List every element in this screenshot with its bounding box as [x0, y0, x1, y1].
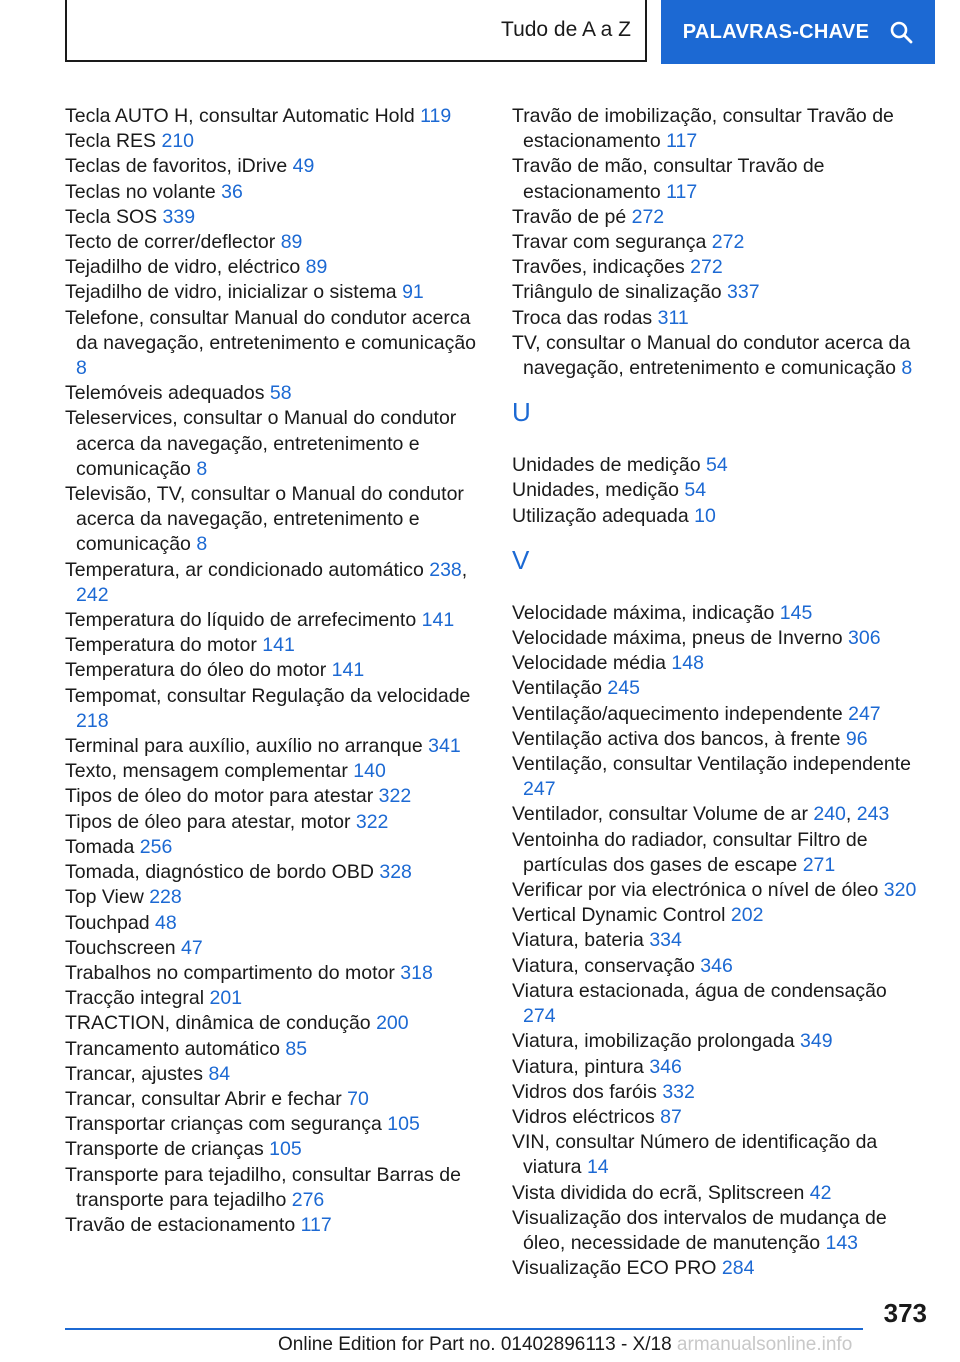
page-reference-link[interactable]: 240: [813, 803, 846, 826]
page-reference-link[interactable]: 140: [353, 760, 386, 783]
index-entry-text: Viatura, conservação: [512, 954, 695, 977]
page-reference-link[interactable]: 36: [221, 180, 243, 203]
index-entry-text: Utilização adequada: [512, 504, 689, 527]
page-reference-link[interactable]: 105: [387, 1113, 420, 1136]
footer-watermark: armanualsonline.info: [676, 1334, 853, 1355]
header: [65, 0, 935, 64]
index-entry: [65, 734, 485, 759]
index-entry: [512, 928, 922, 953]
page-reference-link[interactable]: 14: [586, 1156, 609, 1179]
index-entry: [512, 331, 922, 381]
index-entry: [65, 608, 485, 633]
index-entry: [512, 1080, 922, 1105]
index-letter-heading: V: [512, 544, 530, 575]
index-entry-text: Ventilação activa dos bancos, à frente: [512, 727, 841, 750]
index-entry: [65, 154, 485, 179]
index-entry: Ventilador, consultar Volume de ar 240, 243: [512, 803, 890, 826]
page-reference-link[interactable]: 247: [523, 778, 556, 801]
page-reference-link[interactable]: 84: [208, 1062, 231, 1085]
page-number: 373: [883, 1298, 927, 1328]
index-entry: [65, 911, 485, 936]
index-entry: [512, 954, 922, 979]
page-reference-link[interactable]: 141: [331, 659, 365, 682]
index-entry-text: Viatura estacionada, água de condensação: [512, 979, 887, 1002]
footer: [278, 1334, 852, 1356]
index-entry-text: TRACTION, dinâmica de condução: [65, 1012, 371, 1035]
page-reference-link[interactable]: 284: [721, 1257, 755, 1280]
index-entry-text: Viatura, imobilização prolongada: [512, 1030, 795, 1053]
index-entry: [65, 810, 485, 835]
page-reference-link[interactable]: 349: [800, 1030, 833, 1053]
index-entry-text: Transporte para tejadilho, consultar Barras de transporte para tejadilho: [65, 1163, 461, 1211]
page-reference-link[interactable]: 242: [76, 583, 109, 606]
index-entry-text: Ventilação: [512, 677, 602, 700]
page-reference-link[interactable]: 272: [631, 205, 665, 228]
page-reference-link[interactable]: 272: [690, 256, 723, 279]
index-entry: [65, 658, 485, 683]
page-reference-link[interactable]: 274: [523, 1005, 556, 1028]
index-entry-text: Teclas de favoritos, iDrive: [65, 155, 288, 178]
page-reference-link[interactable]: 96: [845, 727, 868, 750]
page-reference-link[interactable]: 201: [209, 987, 243, 1010]
index-entry-text: Visualização ECO PRO: [512, 1257, 717, 1280]
page-reference-link[interactable]: 145: [779, 601, 813, 624]
index-entry: [512, 979, 922, 1029]
index-entry-text: Temperatura do óleo do motor: [65, 659, 327, 682]
page-reference-link[interactable]: 346: [700, 954, 733, 977]
index-entry-text: Velocidade máxima, pneus de Inverno: [512, 627, 843, 650]
index-entry: [65, 961, 485, 986]
index-entry: [512, 878, 922, 903]
index-entry: [65, 482, 485, 558]
index-entry-text: Travões, indicações: [512, 256, 685, 279]
index-entry: [65, 684, 485, 734]
index-entry-text: Ventoinha do radiador, consultar Filtro de partículas dos gases de escape: [512, 828, 868, 876]
index-entry-text: Triângulo de sinalização: [512, 281, 722, 304]
page-reference-link[interactable]: 117: [300, 1213, 332, 1236]
index-entry-text: Tipos de óleo do motor para atestar: [65, 785, 374, 808]
index-entry: [65, 129, 485, 154]
page-reference-link[interactable]: 322: [378, 785, 412, 808]
page-reference-link[interactable]: 49: [292, 155, 315, 178]
page-reference-link[interactable]: 148: [671, 652, 704, 675]
page-reference-link[interactable]: 8: [196, 533, 208, 556]
index-entry: [512, 903, 922, 928]
index-entry: [512, 104, 922, 154]
page-reference-link[interactable]: 341: [428, 735, 461, 758]
page-reference-link[interactable]: 42: [809, 1181, 832, 1204]
index-entry-text: Teclas no volante: [65, 180, 216, 203]
index-entry: [512, 651, 922, 676]
index-entry-text: Tecla AUTO H, consultar Automatic Hold: [65, 105, 415, 127]
index-entry: [512, 828, 922, 878]
page-reference-link[interactable]: 200: [376, 1012, 409, 1035]
index-entry-text: Velocidade média: [512, 652, 666, 675]
page-reference-link[interactable]: 54: [684, 479, 707, 502]
index-entry: [65, 1087, 485, 1112]
index-entry-text: Touchscreen: [65, 936, 176, 959]
index-entry-text: Tejadilho de vidro, inicializar o sistema: [65, 281, 397, 304]
page-reference-link[interactable]: 311: [657, 306, 689, 329]
index-entry-text: Vidros eléctricos: [512, 1105, 655, 1128]
page-reference-link[interactable]: 339: [162, 205, 196, 228]
index-entry: [65, 1011, 485, 1036]
page-reference-link[interactable]: 238: [429, 558, 462, 581]
index-entry-text: Tipos de óleo para atestar, motor: [65, 810, 351, 833]
index-entry: [65, 759, 485, 784]
index-entry-text: Visualização dos intervalos de mudança de óleo, necessidade de manutenção: [512, 1206, 887, 1254]
index-entry-text: Temperatura, ar condicionado automático: [65, 558, 424, 581]
index-entry-text: Tecla RES: [65, 130, 157, 153]
index-entry-text: TV, consultar o Manual do condutor acerca da navegação, entretenimento e comunicação: [512, 331, 911, 380]
index-entry: [65, 885, 485, 910]
page-reference-link[interactable]: 91: [402, 281, 424, 304]
page-reference-link[interactable]: 202: [730, 904, 764, 927]
footer-text: Online Edition for Part no. 01402896113 - X/18: [278, 1334, 672, 1355]
index-entry: [65, 205, 485, 230]
index-entry: [512, 280, 922, 305]
index-entry-text: Televisão, TV, consultar o Manual do condutor acerca da navegação, entretenimento e comunicação: [65, 483, 464, 556]
page-reference-link[interactable]: 89: [305, 256, 328, 279]
page-reference-link[interactable]: 117: [666, 180, 698, 203]
page-reference-link[interactable]: 334: [649, 929, 682, 952]
page-reference-link[interactable]: 8: [196, 457, 208, 480]
index-entry-text: Tempomat, consultar Regulação da velocidade: [65, 684, 471, 707]
index-entry-text: Travão de imobilização, consultar Travão de estacionamento: [512, 105, 894, 153]
index-entry: [512, 727, 922, 752]
page-reference-link[interactable]: 271: [802, 853, 836, 876]
index-entry: [512, 702, 922, 727]
page-reference-link[interactable]: 141: [262, 634, 295, 657]
page-reference-link[interactable]: 322: [355, 810, 389, 833]
page-reference-link[interactable]: 346: [649, 1055, 682, 1078]
tab-a-to-z[interactable]: [65, 0, 647, 62]
index-entry: [512, 752, 922, 802]
page-reference-link[interactable]: 143: [825, 1231, 859, 1254]
index-entry-text: Travar com segurança: [512, 231, 707, 254]
page-reference-link[interactable]: 8: [901, 357, 913, 380]
page-reference-link[interactable]: 87: [660, 1105, 682, 1128]
index-entry: Temperatura, ar condicionado automático 238, 242: [65, 558, 468, 606]
index-entry-text: Trancamento automático: [65, 1037, 280, 1060]
page-reference-link[interactable]: 85: [285, 1037, 308, 1060]
index-entry-text: Viatura, bateria: [512, 929, 644, 952]
index-entry: [65, 860, 485, 885]
index-entry-text: Temperatura do líquido de arrefecimento: [65, 609, 417, 632]
index-entry: [65, 180, 485, 205]
index-entry: [65, 381, 485, 406]
index-entry-text: Touchpad: [65, 911, 150, 934]
index-entry: [512, 255, 922, 280]
index-entry: [512, 601, 922, 626]
index-entry-text: Travão de pé: [512, 205, 627, 228]
page-reference-link[interactable]: 89: [280, 231, 303, 254]
index-entry: [512, 205, 922, 230]
index-entry-text: Top View: [65, 886, 144, 909]
index-entry: [512, 626, 922, 651]
page-reference-link[interactable]: 8: [76, 357, 87, 380]
index-entry: [65, 1163, 485, 1213]
index-entry-text: Travão de estacionamento: [65, 1213, 296, 1236]
page-reference-link[interactable]: 332: [662, 1080, 695, 1103]
index-entry: [512, 1256, 922, 1281]
index-entry: [512, 1181, 922, 1206]
index-entry-text: Ventilação/aquecimento independente: [512, 702, 843, 725]
index-entry-text: Tecla SOS: [65, 205, 158, 228]
page-reference-link[interactable]: 320: [883, 879, 917, 902]
index-entry: [65, 936, 485, 961]
index-entry: [512, 1105, 922, 1130]
index-entry: [512, 230, 922, 255]
index-entry: [512, 1206, 922, 1256]
index-entry-text: Trancar, ajustes: [65, 1062, 204, 1085]
page-reference-link[interactable]: 337: [727, 281, 760, 304]
page-reference-link[interactable]: 276: [291, 1188, 325, 1211]
page-reference-link[interactable]: 10: [694, 504, 716, 527]
page-reference-link[interactable]: 70: [347, 1087, 369, 1110]
index-entry: [65, 306, 485, 382]
index-entry-text: Troca das rodas: [512, 306, 653, 329]
index-entry-text: Teleservices, consultar o Manual do condutor acerca da navegação, entretenimento e comunicação: [65, 407, 457, 480]
index-entry-text: Unidades, medição: [512, 479, 679, 502]
index-entry: [65, 1062, 485, 1087]
page-reference-link[interactable]: 245: [607, 677, 640, 700]
index-entry-text: Vidros dos faróis: [512, 1080, 657, 1103]
index-column-left: [65, 104, 485, 1238]
index-entry-text: Tomada: [65, 835, 135, 858]
index-entry-text: Trabalhos no compartimento do motor: [65, 961, 395, 984]
page-reference-link[interactable]: 48: [155, 911, 177, 934]
index-entry-text: Vertical Dynamic Control: [512, 904, 726, 927]
page-reference-link[interactable]: 58: [269, 382, 292, 405]
page-reference-link[interactable]: 228: [149, 886, 182, 909]
page-reference-link[interactable]: 328: [379, 861, 412, 884]
search-icon: [889, 20, 913, 44]
index-entry: [512, 453, 922, 478]
index-entry: [65, 230, 485, 255]
index-entry-text: Telemóveis adequados: [65, 382, 265, 405]
footer-rule: [65, 1328, 863, 1330]
index-entry-text: Trancar, consultar Abrir e fechar: [65, 1087, 342, 1110]
index-entry-text: Terminal para auxílio, auxílio no arranque: [65, 735, 423, 758]
tab-a-to-z-label: Tudo de A a Z: [501, 18, 631, 41]
page-reference-link[interactable]: 105: [269, 1138, 302, 1161]
page-reference-link[interactable]: 318: [400, 961, 433, 984]
page-reference-link[interactable]: 54: [706, 454, 728, 477]
index-entry: [65, 986, 485, 1011]
index-entry: [65, 255, 485, 280]
index-entry: [512, 504, 922, 529]
page-reference-link[interactable]: 243: [856, 803, 890, 826]
index-entry: [65, 633, 485, 658]
index-entry-text: Viatura, pintura: [512, 1055, 644, 1078]
index-letter-heading: U: [512, 397, 531, 428]
index-entry-text: VIN, consultar Número de identificação da viatura: [512, 1131, 878, 1179]
page-reference-link[interactable]: 141: [421, 609, 455, 632]
index-column-right: [512, 104, 922, 1281]
index-entry: [512, 1029, 922, 1054]
page-reference-link[interactable]: 272: [711, 231, 745, 254]
index-entry: [65, 1213, 485, 1238]
page-reference-link[interactable]: 256: [139, 835, 173, 858]
index-entry: [512, 154, 922, 204]
index-entry-text: Unidades de medição: [512, 454, 701, 477]
page-reference-link[interactable]: 210: [161, 130, 195, 153]
index-entry-text: Transportar crianças com segurança: [65, 1113, 382, 1136]
index-entry-text: Ventilador, consultar Volume de ar: [512, 803, 808, 826]
index-entry-text: Telefone, consultar Manual do condutor acerca da navegação, entretenimento e comunicação: [65, 306, 477, 354]
index-entry-text: Temperatura do motor: [65, 634, 257, 657]
index-entry-text: Tejadilho de vidro, eléctrico: [65, 256, 301, 279]
page-reference-link[interactable]: 119: [420, 105, 452, 127]
index-entry: [512, 306, 922, 331]
index-entry: [65, 280, 485, 305]
page-reference-link[interactable]: 47: [181, 936, 203, 959]
index-entry: [65, 1112, 485, 1137]
index-entry: [65, 104, 485, 129]
index-entry-text: Ventilação, consultar Ventilação independente: [512, 753, 911, 776]
page-reference-link[interactable]: 117: [666, 130, 698, 153]
index-entry: [65, 406, 485, 482]
index-entry-text: Verificar por via electrónica o nível de óleo: [512, 879, 879, 902]
index-entry-text: Tomada, diagnóstico de bordo OBD: [65, 861, 374, 884]
index-entry-text: Vista dividida do ecrã, Splitscreen: [512, 1181, 805, 1204]
index-entry: [512, 1055, 922, 1080]
index-entry-text: Transporte de crianças: [65, 1138, 264, 1161]
index-entry-text: Texto, mensagem complementar: [65, 760, 348, 783]
index-entry: [512, 478, 922, 503]
tab-keywords-label: PALAVRAS-CHAVE: [682, 20, 870, 43]
index-entry-text: Tecto de correr/deflector: [65, 231, 276, 254]
page-reference-link[interactable]: 218: [76, 709, 109, 732]
page-reference-link[interactable]: 247: [848, 702, 881, 725]
index-entry: [65, 1037, 485, 1062]
index-entry: [512, 676, 922, 701]
index-entry: [65, 1137, 485, 1162]
index-entry-text: Travão de mão, consultar Travão de estacionamento: [512, 155, 825, 203]
index-entry: [512, 1130, 922, 1180]
index-entry: [65, 835, 485, 860]
tab-keywords[interactable]: [661, 0, 935, 64]
index-entry: [65, 784, 485, 809]
index-entry-text: Velocidade máxima, indicação: [512, 601, 775, 624]
index-entry-text: Tracção integral: [65, 987, 205, 1010]
page-reference-link[interactable]: 306: [848, 627, 881, 650]
